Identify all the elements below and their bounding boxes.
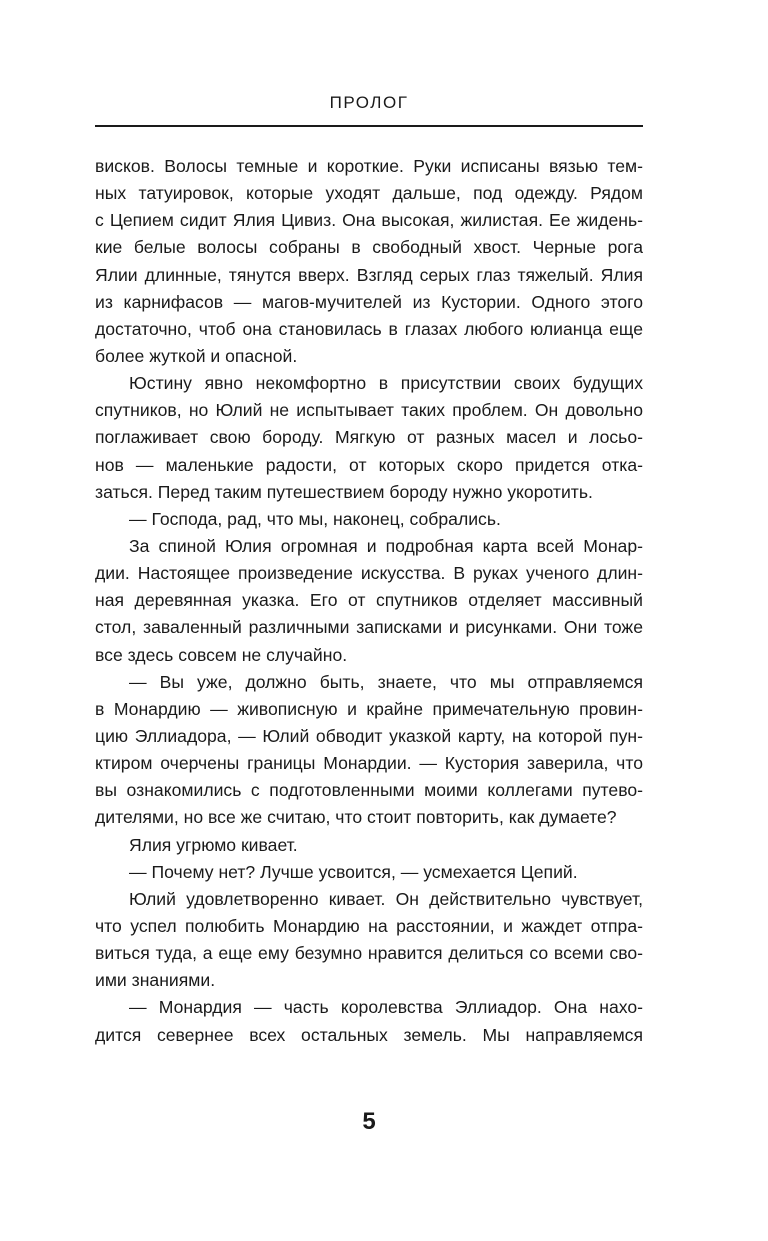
text-line: из карнифасов — магов-мучителей из Кустории. Одного этого	[95, 291, 643, 312]
text-line: спутников, но Юлий не испытывает таких проблем. Он довольно	[95, 400, 643, 421]
text-line: ктиром очерчены границы Монардии. — Кустория заверила, что	[95, 753, 643, 774]
text-line: нов — маленькие радости, от которых скоро придется отка-	[95, 454, 643, 475]
text-line: — Почему нет? Лучше усвоится, — усмехается Цепий.	[129, 861, 578, 882]
text-line: заться. Перед таким путешествием бороду нужно укоротить.	[95, 481, 593, 502]
text-line: Юстину явно некомфортно в присутствии своих будущих	[129, 373, 643, 394]
text-line: дителями, но все же считаю, что стоит повторить, как думаете?	[95, 807, 617, 828]
text-line: — Вы уже, должно быть, знаете, что мы отправляемся	[129, 671, 643, 692]
text-line: достаточно, чтоб она становилась в глазах любого юлианца еще	[95, 318, 643, 339]
text-line: в Монардию — живописную и крайне примечательную провин-	[95, 698, 643, 719]
text-line: виться туда, а еще ему безумно нравится делиться со всеми сво-	[95, 943, 643, 964]
text-line: более жуткой и опасной.	[95, 345, 298, 366]
text-line: Юлий удовлетворенно кивает. Он действительно чувствует,	[129, 888, 643, 909]
header-rule	[95, 125, 643, 127]
text-line: ими знаниями.	[95, 970, 216, 991]
text-line: Ялии длинные, тянутся вверх. Взгляд серых глаз тяжелый. Ялия	[95, 264, 643, 285]
text-line: вы ознакомились с подготовленными моими коллегами путево-	[95, 780, 643, 801]
text-line: цию Эллиадора, — Юлий обводит указкой карту, на которой пун-	[95, 725, 643, 746]
text-line: поглаживает свою бороду. Мягкую от разных масел и лосьо-	[95, 427, 643, 448]
running-head-title: ПРОЛОГ	[329, 93, 409, 112]
text-line: — Господа, рад, что мы, наконец, собрались.	[129, 508, 501, 529]
text-line: — Монардия — часть королевства Эллиадор. Она нахо-	[129, 997, 643, 1018]
text-line: дится севернее всех остальных земель. Мы направляемся	[95, 1024, 643, 1045]
text-line: ных татуировок, которые уходят дальше, под одежду. Рядом	[95, 183, 643, 204]
body-text	[95, 153, 643, 1049]
text-line: с Цепием сидит Ялия Цивиз. Она высокая, жилистая. Ее жидень-	[95, 210, 643, 231]
text-line: все здесь совсем не случайно.	[95, 644, 348, 665]
text-line: кие белые волосы собраны в свободный хвост. Черные рога	[95, 237, 643, 258]
page-number: 5	[362, 1108, 376, 1135]
text-line: стол, заваленный различными записками и рисунками. Они тоже	[95, 617, 643, 638]
text-line: ная деревянная указка. Его от спутников отделяет массивный	[95, 590, 643, 611]
text-line: Ялия угрюмо кивает.	[129, 834, 298, 855]
text-line: дии. Настоящее произведение искусства. В руках ученого длин-	[95, 563, 643, 584]
text-line: За спиной Юлия огромная и подробная карта всей Монар-	[129, 535, 643, 556]
text-line: что успел полюбить Монардию на расстоянии, и жаждет отпра-	[95, 915, 643, 936]
text-line: висков. Волосы темные и короткие. Руки исписаны вязью тем-	[95, 156, 643, 176]
